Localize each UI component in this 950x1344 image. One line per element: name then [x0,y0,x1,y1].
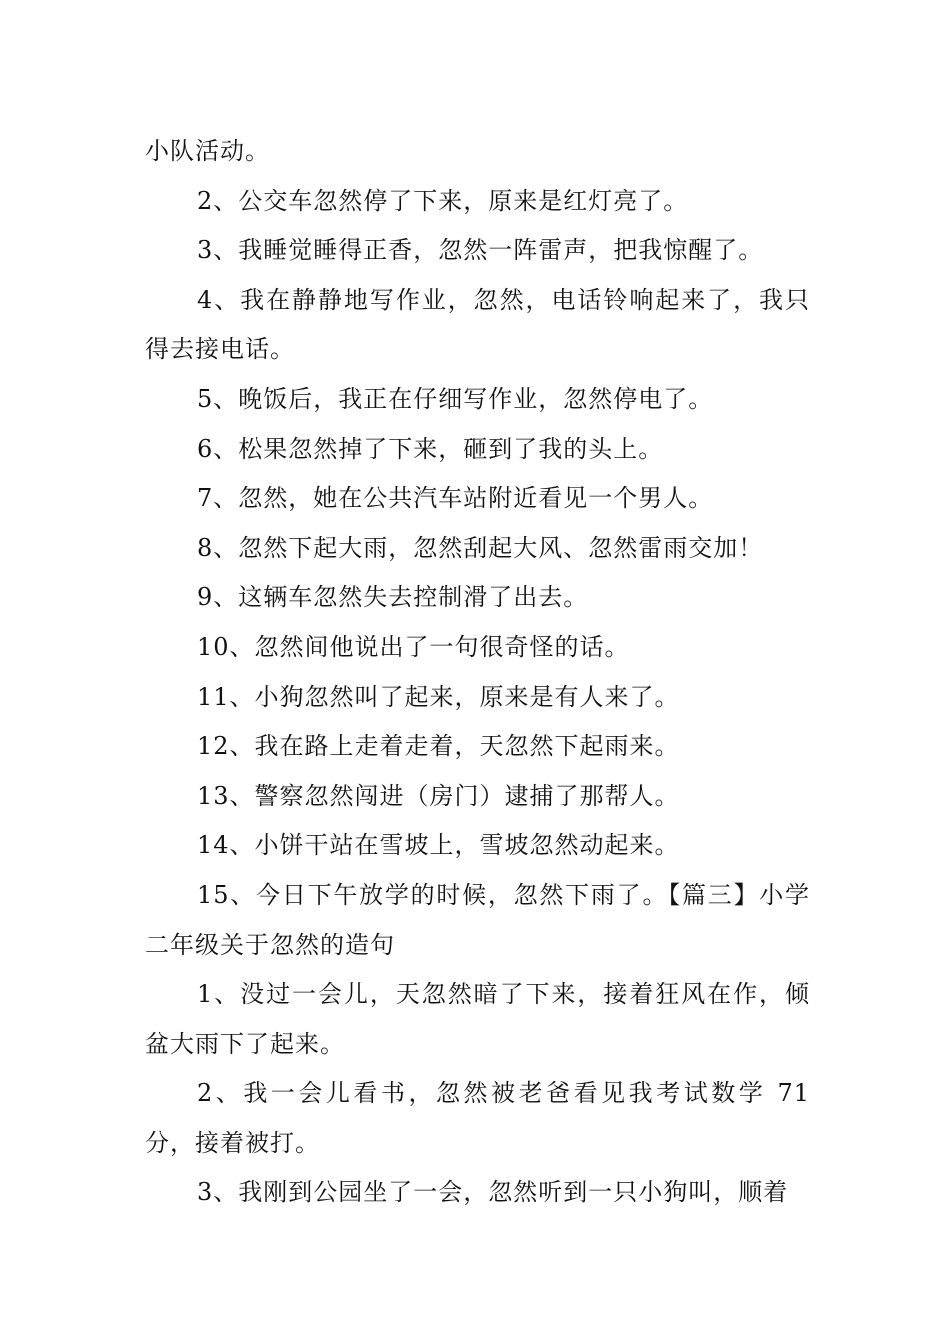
paragraph-sentence-12: 12、我在路上走着走着，天忽然下起雨来。 [197,732,680,761]
paragraph-sentence-14: 14、小饼干站在雪坡上，雪坡忽然动起来。 [197,831,680,860]
paragraph-sentence-8: 8、忽然下起大雨，忽然刮起大风、忽然雷雨交加！ [197,533,764,562]
paragraph-sentence-6: 6、松果忽然掉了下来，砸到了我的头上。 [197,434,664,463]
paragraph-sentence-3: 3、我睡觉睡得正香，忽然一阵雷声，把我惊醒了。 [197,236,764,265]
paragraph-sentence-10: 10、忽然间他说出了一句很奇怪的话。 [197,632,630,661]
paragraph-sentence-11: 11、小狗忽然叫了起来，原来是有人来了。 [197,682,680,711]
paragraph-continuation: 小队活动。 [145,137,270,165]
paragraph-sentence-4: 4、我在静静地写作业，忽然，电话铃响起来了，我只得去接电话。 [145,285,810,364]
paragraph-sentence-15-and-section-heading: 15、今日下午放学的时候，忽然下雨了。【篇三】小学二年级关于忽然的造句 [145,880,810,959]
paragraph-section3-sentence-1: 1、没过一会儿，天忽然暗了下来，接着狂风在作，倾盆大雨下了起来。 [145,980,810,1058]
document-body [145,127,810,1218]
paragraph-section3-sentence-3: 3、我刚到公园坐了一会，忽然听到一只小狗叫，顺着 [197,1178,789,1207]
paragraph-sentence-7: 7、忽然，她在公共汽车站附近看见一个男人。 [197,484,714,513]
paragraph-sentence-2: 2、公交车忽然停了下来，原来是红灯亮了。 [197,186,689,215]
paragraph-sentence-9: 9、这辆车忽然失去控制滑了出去。 [197,583,589,612]
paragraph-sentence-13: 13、警察忽然闯进（房门）逮捕了那帮人。 [197,781,680,810]
paragraph-sentence-5: 5、晚饭后，我正在仔细写作业，忽然停电了。 [197,384,714,413]
paragraph-section3-sentence-2: 2、我一会儿看书，忽然被老爸看见我考试数学 71 分，接着被打。 [145,1079,810,1157]
